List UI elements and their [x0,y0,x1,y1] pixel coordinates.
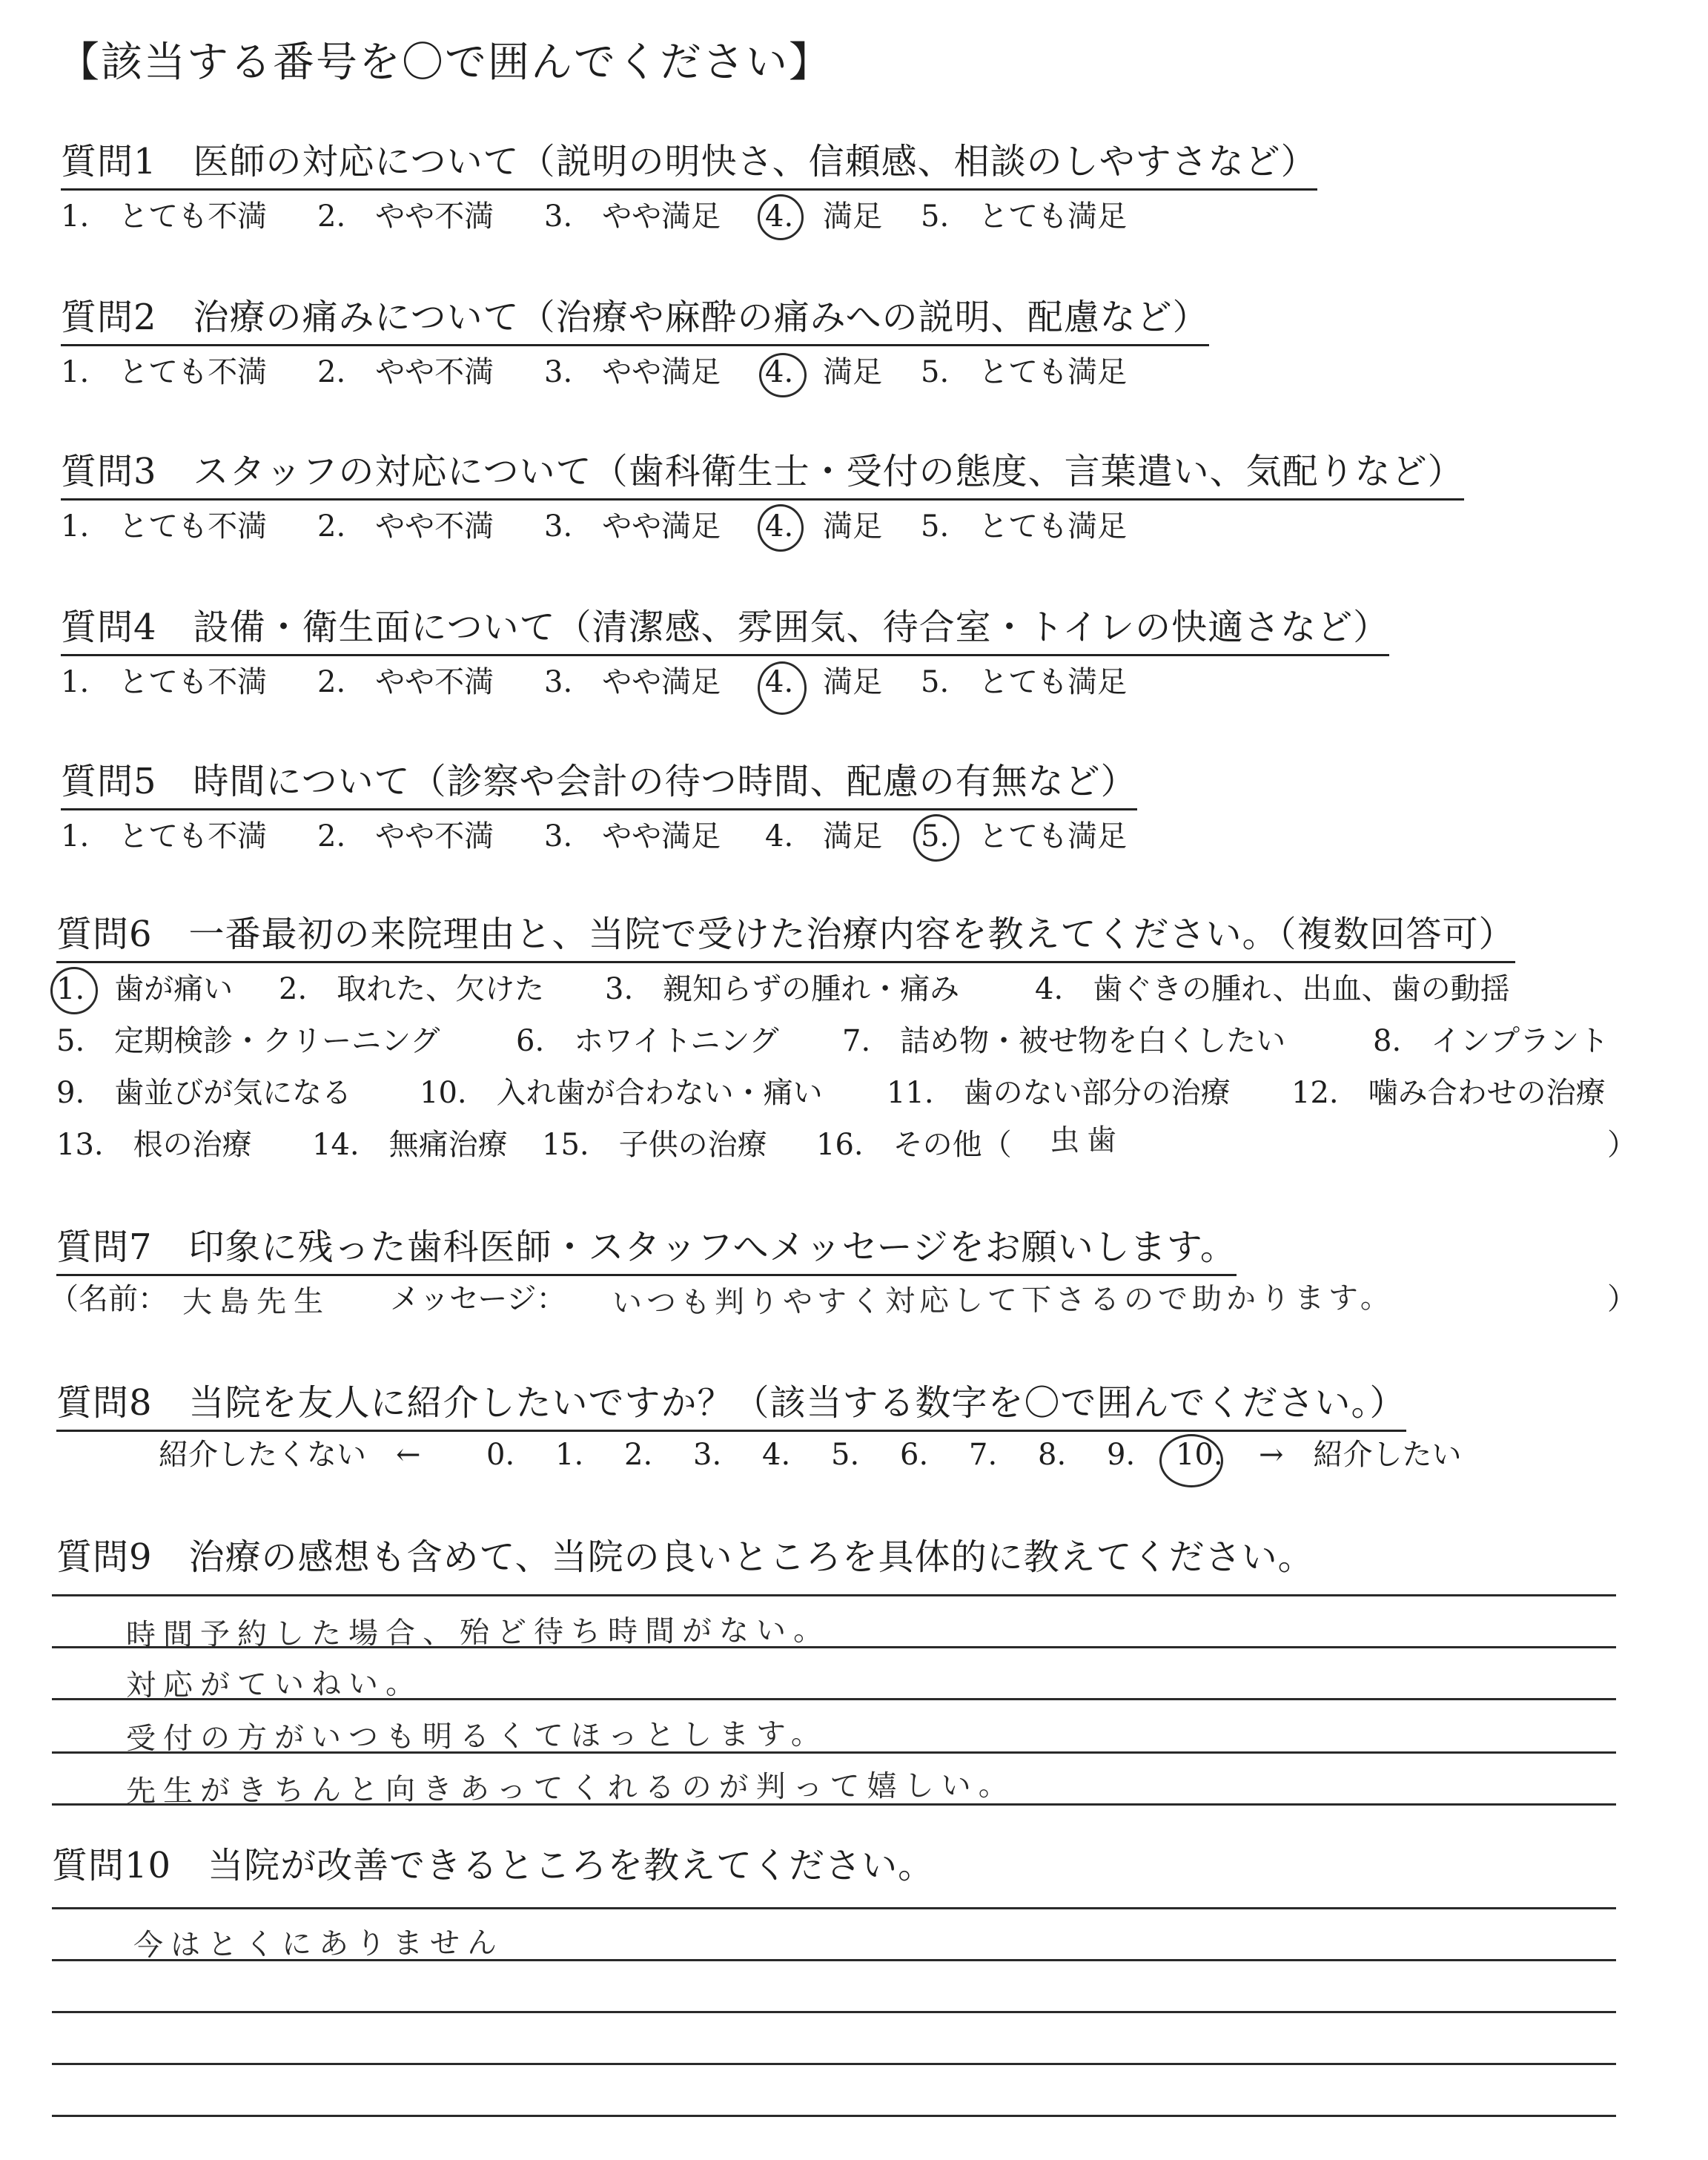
q10-rule-line [52,2115,1616,2117]
q6-option-15[interactable]: 15. 子供の治療 [542,1128,767,1162]
question-6-title: 質問6 一番最初の来院理由と、当院で受けた治療内容を教えてください。（複数回答可） [56,912,1515,963]
q6-option-11[interactable]: 11. 歯のない部分の治療 [887,1076,1231,1110]
q10-rule-line [52,2063,1616,2065]
q2-option-5[interactable]: 5. とても満足 [921,355,1128,389]
q6-option-4[interactable]: 4. 歯ぐきの腫れ、出血、歯の動揺 [1035,972,1510,1006]
q4-option-4[interactable]: 4. 満足 [765,665,883,699]
q6-option-1[interactable]: 1. 歯が痛い [56,972,234,1006]
q3-selected-circle [758,504,804,552]
q5-option-4[interactable]: 4. 満足 [765,819,883,853]
q3-option-4[interactable]: 4. 満足 [765,509,883,544]
q6-row-3 [56,1075,1635,1111]
q7-message-row [49,1281,1635,1323]
q9-answer-line-2[interactable]: 対応がていねい。 [125,1666,423,1703]
q8-scale-2[interactable]: 2. [624,1438,653,1472]
q6-option-9[interactable]: 9. 歯並びが気になる [56,1076,352,1110]
q2-option-2[interactable]: 2. やや不満 [317,355,494,389]
q3-option-2[interactable]: 2. やや不満 [317,509,494,544]
q10-rule-line [52,2011,1616,2013]
question-2-options [61,354,1321,390]
q8-scale-5[interactable]: 5. [831,1438,860,1472]
q2-selected-circle [759,353,807,397]
q3-option-1[interactable]: 1. とても不満 [61,509,268,544]
q9-rule-line [52,1803,1616,1806]
q8-scale-4[interactable]: 4. [762,1438,791,1472]
q7-message-label: メッセージ： [390,1282,566,1316]
q10-answer-line-1[interactable]: 今はとくにありません [133,1926,505,1963]
question-7-title: 質問7 印象に残った歯科医師・スタッフへメッセージをお願いします。 [56,1225,1237,1276]
question-1-title: 質問1 医師の対応について（説明の明快さ、信頼感、相談のしやすさなど） [61,139,1317,191]
q4-option-3[interactable]: 3. やや満足 [544,665,721,699]
q4-option-1[interactable]: 1. とても不満 [61,665,268,699]
question-1-options [61,199,1321,234]
q1-option-1[interactable]: 1. とても不満 [61,199,268,234]
question-10-title: 質問10 当院が改善できるところを教えてください。 [52,1845,935,1886]
q6-option-8[interactable]: 8. インプラント [1373,1024,1609,1058]
q1-option-5[interactable]: 5. とても満足 [921,199,1128,234]
q6-row-4 [56,1123,1637,1163]
q8-scale-row [159,1437,1493,1482]
q8-left-label: 紹介したくない ← [159,1438,421,1472]
q6-selected-circle [50,967,98,1014]
q6-option-3[interactable]: 3. 親知らずの腫れ・痛み [605,972,960,1006]
q1-option-4[interactable]: 4. 満足 [765,199,883,234]
q7-name-label: （名前： [49,1282,168,1316]
q9-rule-line [52,1646,1616,1648]
q8-scale-7[interactable]: 7. [969,1438,998,1472]
q5-option-5[interactable]: 5. とても満足 [921,819,1128,853]
q6-option-10[interactable]: 10. 入れ歯が合わない・痛い [420,1076,823,1110]
q6-option-2[interactable]: 2. 取れた、欠けた [279,972,545,1006]
q6-option-7[interactable]: 7. 詰め物・被せ物を白くしたい [842,1024,1286,1058]
q1-option-3[interactable]: 3. やや満足 [544,199,721,234]
q9-rule-line [52,1594,1616,1596]
question-4-options [61,664,1321,700]
q8-scale-1[interactable]: 1. [555,1438,584,1472]
q9-answer-line-3[interactable]: 受付の方がいつも明るくてほっとします。 [125,1717,828,1757]
question-8-title: 質問8 当院を友人に紹介したいですか？（該当する数字を〇で囲んでください。） [56,1381,1406,1432]
q9-rule-line [52,1698,1616,1700]
q8-scale-10[interactable]: 10. [1176,1438,1223,1472]
q8-scale-3[interactable]: 3. [693,1438,722,1472]
q6-option-5[interactable]: 5. 定期検診・クリーニング [56,1024,440,1058]
question-9-title: 質問9 治療の感想も含めて、当院の良いところを具体的に教えてください。 [56,1536,1314,1578]
q1-selected-circle [758,194,804,240]
q6-option-16[interactable]: 16. その他（ [816,1128,1012,1162]
q8-right-label: → 紹介したい [1259,1438,1462,1472]
question-5-options [61,819,1321,854]
q5-selected-circle [913,814,959,862]
question-2-title: 質問2 治療の痛みについて（治療や麻酔の痛みへの説明、配慮など） [61,295,1209,346]
q10-rule-line [52,1959,1616,1961]
q6-row-2 [56,1023,1635,1059]
q3-option-3[interactable]: 3. やや満足 [544,509,721,544]
q1-option-2[interactable]: 2. やや不満 [317,199,494,234]
question-3-title: 質問3 スタッフの対応について（歯科衛生士・受付の態度、言葉遣い、気配りなど） [61,449,1464,501]
q4-option-2[interactable]: 2. やや不満 [317,665,494,699]
q6-option-14[interactable]: 14. 無痛治療 [312,1128,508,1162]
q10-rule-line [52,1907,1616,1909]
q9-answer-line-1[interactable]: 時間予約した場合、殆ど待ち時間がない。 [125,1613,831,1653]
q5-option-1[interactable]: 1. とても不満 [61,819,268,853]
q6-row-1 [56,971,1635,1007]
q7-message-handwritten[interactable]: いつも判りやすく対応して下さるので助かります。 [612,1281,1394,1321]
q8-scale-9[interactable]: 9. [1107,1438,1136,1472]
q7-name-handwritten[interactable]: 大島先生 [182,1284,331,1320]
q6-option-12[interactable]: 12. 噛み合わせの治療 [1291,1076,1606,1110]
q2-option-3[interactable]: 3. やや満足 [544,355,721,389]
q8-selected-circle [1159,1434,1223,1487]
q4-selected-circle [758,661,807,715]
q3-option-5[interactable]: 5. とても満足 [921,509,1128,544]
q2-option-1[interactable]: 1. とても不満 [61,355,268,389]
q5-option-2[interactable]: 2. やや不満 [317,819,494,853]
q9-answer-line-4[interactable]: 先生がきちんと向きあってくれるのが判って嬉しい。 [125,1768,1016,1809]
q2-option-4[interactable]: 4. 満足 [765,355,883,389]
question-5-title: 質問5 時間について（診察や会計の待つ時間、配慮の有無など） [61,759,1137,810]
q9-rule-line [52,1751,1616,1754]
q6-option-6[interactable]: 6. ホワイトニング [516,1024,779,1058]
q8-scale-0[interactable]: 0. [486,1438,515,1472]
q8-scale-8[interactable]: 8. [1038,1438,1067,1472]
q8-scale-6[interactable]: 6. [900,1438,929,1472]
q5-option-3[interactable]: 3. やや満足 [544,819,721,853]
instruction-heading: 【該当する番号を〇で囲んでください】 [58,39,832,87]
question-4-title: 質問4 設備・衛生面について（清潔感、雰囲気、待合室・トイレの快適さなど） [61,605,1389,656]
q7-close-paren: ） [1607,1282,1637,1316]
q6-other-handwritten[interactable]: 虫歯 [1049,1123,1125,1158]
q4-option-5[interactable]: 5. とても満足 [921,665,1128,699]
question-3-options [61,509,1321,544]
q6-close-paren: ） [1607,1128,1637,1162]
q6-option-13[interactable]: 13. 根の治療 [56,1128,252,1162]
